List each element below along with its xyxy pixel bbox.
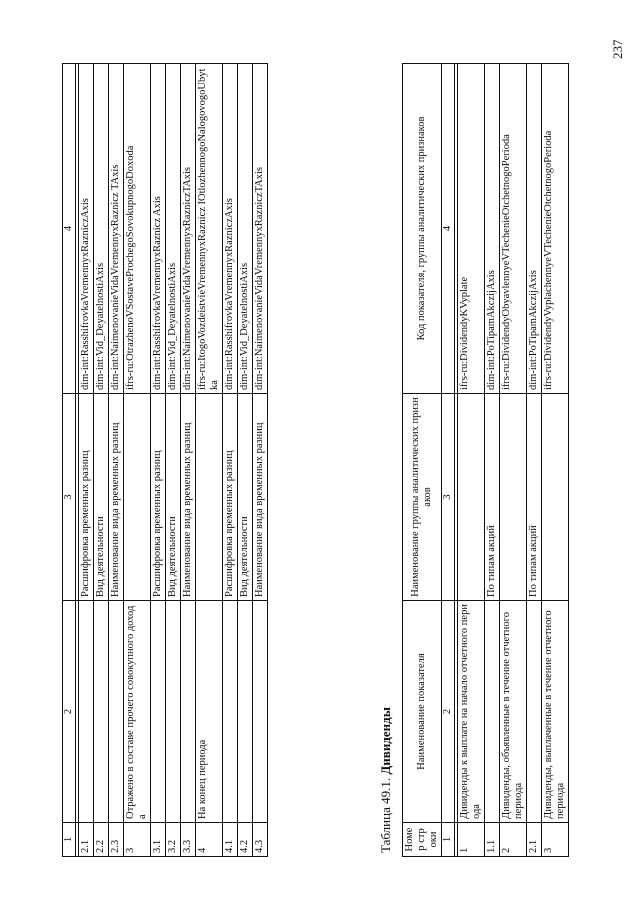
- indicator-name: [108, 601, 123, 823]
- indicator-name: [253, 601, 268, 823]
- indicator-name: Отражено в составе прочего совокупного дохода: [123, 601, 150, 823]
- header-cell: Наименование показателя: [403, 601, 442, 823]
- indicator-code: dim-int:RasshifrovkaVremennyxRazniczAxis: [223, 64, 238, 394]
- indicator-name: Дивиденды к выплате на начало отчетного периода: [457, 601, 484, 823]
- indicator-code: dim-int:Vid_DeyatelnostiAxis: [93, 64, 108, 394]
- group-name: [123, 394, 150, 601]
- header-cell: Номер строки: [403, 823, 442, 857]
- indicator-code: ifrs-ru:DividendyVyplachennyeVTechenieOtchetnogoPerioda: [542, 64, 569, 394]
- column-number: 2: [63, 601, 76, 823]
- indicator-code: dim-int:RasshifrovkaVremennyxRaznicz Axis: [150, 64, 165, 394]
- row-number: 2.1: [78, 823, 93, 857]
- indicator-name: Дивиденды, объявленные в течение отчетного периода: [499, 601, 526, 823]
- group-name: Наименование вида временных разниц: [253, 394, 268, 601]
- row-number: 3: [123, 823, 150, 857]
- group-name: Вид деятельности: [238, 394, 253, 601]
- group-name: Наименование вида временных разниц: [108, 394, 123, 601]
- table-continued: [62, 63, 268, 857]
- indicator-name: [93, 601, 108, 823]
- indicator-code: dim-int:NaimenovanieVidaVremennyxRazniczTAxis: [180, 64, 195, 394]
- indicator-name: [527, 601, 542, 823]
- table-row: [527, 64, 542, 857]
- row-number: 4: [196, 823, 223, 857]
- row-number: 3: [542, 823, 569, 857]
- row-number: 1.1: [484, 823, 499, 857]
- indicator-name: Дивиденды, выплаченные в течение отчетного периода: [542, 601, 569, 823]
- table-row: [484, 64, 499, 857]
- indicator-name: [165, 601, 180, 823]
- group-name: [542, 394, 569, 601]
- table-row: [253, 64, 268, 857]
- row-number: 3.2: [165, 823, 180, 857]
- dividends-table: [402, 63, 569, 857]
- column-number-row: [63, 64, 76, 857]
- row-number: 1: [457, 823, 484, 857]
- row-number: 2: [499, 823, 526, 857]
- table-row: [196, 64, 223, 857]
- group-name: Расшифровка временных разниц: [78, 394, 93, 601]
- table-row: [238, 64, 253, 857]
- indicator-code: ifrs-ru:ItogoVozdeistvieVremennyxRaznicz IOtlozhennogoNalogovogoUbytka: [196, 64, 223, 394]
- indicator-code: dim-int:NaimenovanieVidaVremennyxRaznicz TAxis: [108, 64, 123, 394]
- column-number: 2: [442, 601, 455, 823]
- group-name: [457, 394, 484, 601]
- row-number: 2.1: [527, 823, 542, 857]
- row-number: 4.3: [253, 823, 268, 857]
- header-row: [403, 64, 442, 857]
- table-row: [108, 64, 123, 857]
- group-name: Наименование вида временных разниц: [180, 394, 195, 601]
- table-row: [223, 64, 238, 857]
- indicator-code: dim-int:Vid_DeyatelnostiAxis: [165, 64, 180, 394]
- indicator-code: dim-int:PoTipamAkczijAxis: [484, 64, 499, 394]
- table-caption: [378, 707, 394, 853]
- indicator-code: ifrs-ru:DividendyKVyplate: [457, 64, 484, 394]
- caption-prefix: Таблица 49.1.: [378, 777, 393, 853]
- group-name: [499, 394, 526, 601]
- table-row: [180, 64, 195, 857]
- row-number: 3.1: [150, 823, 165, 857]
- column-number: 1: [442, 823, 455, 857]
- row-number: 4.2: [238, 823, 253, 857]
- indicator-name: [78, 601, 93, 823]
- column-number: 3: [63, 394, 76, 601]
- group-name: Вид деятельности: [93, 394, 108, 601]
- group-name: Вид деятельности: [165, 394, 180, 601]
- table-row: [123, 64, 150, 857]
- column-number: 4: [442, 64, 455, 394]
- table-row: [542, 64, 569, 857]
- row-number: 2.2: [93, 823, 108, 857]
- indicator-code: dim-int:PoTipamAkczijAxis: [527, 64, 542, 394]
- group-name: [196, 394, 223, 601]
- indicator-code: dim-int:Vid_DeyatelnostiAxis: [238, 64, 253, 394]
- page-number: 237: [610, 39, 625, 59]
- caption-title: Дивиденды: [378, 707, 393, 775]
- indicator-name: [238, 601, 253, 823]
- column-number-row: [442, 64, 455, 857]
- row-number: 2.3: [108, 823, 123, 857]
- header-cell: Наименование группы аналитических признаков: [403, 394, 442, 601]
- indicator-code: dim-int:RasshifrovkaVremennyxRazniczAxis: [78, 64, 93, 394]
- group-name: По типам акций: [484, 394, 499, 601]
- table-row: [165, 64, 180, 857]
- indicator-name: [150, 601, 165, 823]
- indicator-name: [180, 601, 195, 823]
- group-name: По типам акций: [527, 394, 542, 601]
- row-number: 4.1: [223, 823, 238, 857]
- indicator-name: [484, 601, 499, 823]
- group-name: Расшифровка временных разниц: [150, 394, 165, 601]
- group-name: Расшифровка временных разниц: [223, 394, 238, 601]
- indicator-name: На конец периода: [196, 601, 223, 823]
- column-number: 1: [63, 823, 76, 857]
- indicator-code: ifrs-ru:DividendyObyavlennyeVTechenieOtchetnogoPerioda: [499, 64, 526, 394]
- indicator-code: dim-int:NaimenovanieVidaVremennyxRazniczTAxis: [253, 64, 268, 394]
- table-row: [457, 64, 484, 857]
- indicator-name: [223, 601, 238, 823]
- table-row: [78, 64, 93, 857]
- row-number: 3.3: [180, 823, 195, 857]
- table-row: [150, 64, 165, 857]
- table-row: [499, 64, 526, 857]
- column-number: 3: [442, 394, 455, 601]
- header-cell: Код показателя, группы аналитических признаков: [403, 64, 442, 394]
- column-number: 4: [63, 64, 76, 394]
- indicator-code: ifrs-ru:OtrazhenoVSostaveProchegoSovokupnogoDoxoda: [123, 64, 150, 394]
- table-row: [93, 64, 108, 857]
